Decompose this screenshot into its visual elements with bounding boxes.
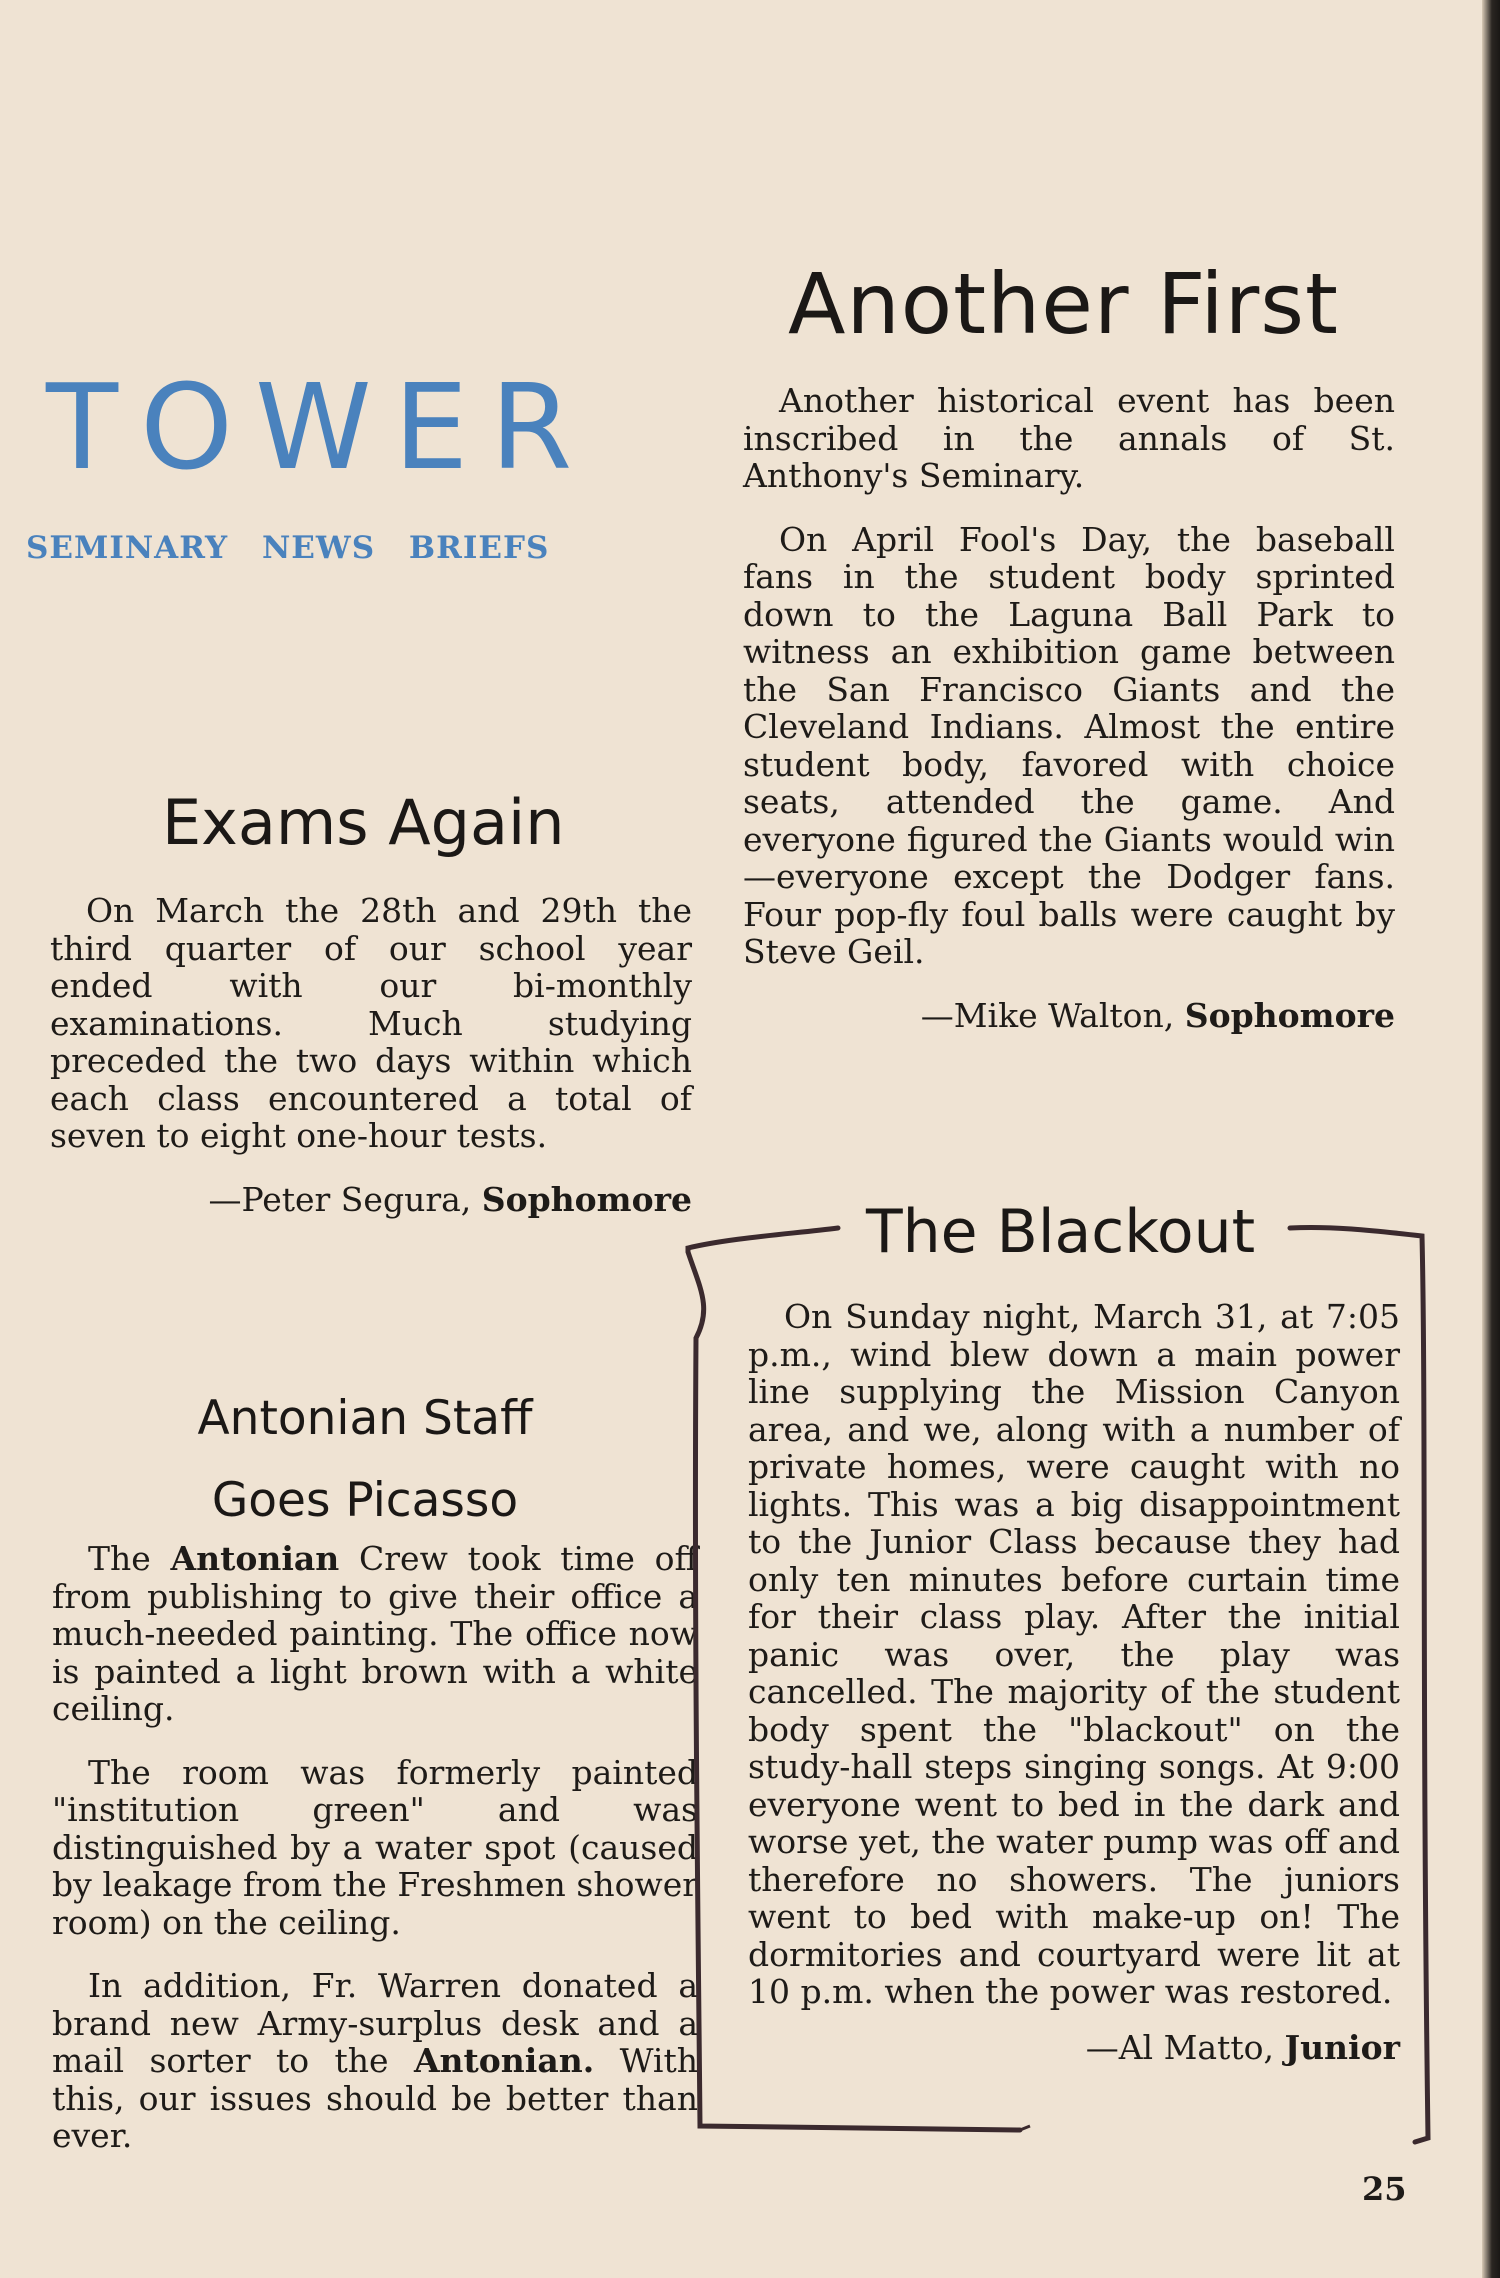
masthead-subtitle: SEMINARY NEWS BRIEFS: [26, 530, 550, 566]
article-paragraph: On Sunday night, March 31, at 7:05 p.m., wind blew down a main power line supplying the Mission Canyon area, and we, along with a number of private homes, were caught with no lights. This was a big disappointment to the Junior Class because they had only ten minutes before curtain time for their class play. After the initial panic was over, the play was cancelled. The majority of the student body spent the "blackout" on the study-hall steps singing songs. At 9:00 everyone went to bed in the dark and worse yet, the water pump was off and therefore no showers. The juniors went to bed with make-up on! The dormitories and courtyard were lit at 10 p.m. when the power was restored.: [748, 1297, 1400, 2011]
article-paragraph: On March the 28th and 29th the third quarter of our school year ended with our bi-monthly examinations. Much studying preceded the two days within which each class encountered a total of seven to eight one-hour tests.: [50, 891, 692, 1155]
byline-name: —Mike Walton,: [920, 995, 1175, 1035]
article-paragraph: On April Fool's Day, the baseball fans in the student body sprinted down to the Laguna Ball Park to witness an exhibition game between the San Francisco Giants and the Cleveland Indians. Almost the entire student body, favored with choice seats, attended the game. And everyone figured the Giants would win—everyone except the Dodger fans. Four pop-fly foul balls were caught by Steve Geil.: [743, 519, 1395, 971]
headline-line: Goes Picasso: [211, 1473, 519, 1528]
byline: [50, 1181, 692, 1219]
headline-antonian-staff: [0, 1378, 730, 1542]
byline-class: Sophomore: [481, 1179, 692, 1219]
byline-class: Sophomore: [1184, 995, 1395, 1035]
byline-class: Junior: [1284, 2027, 1400, 2067]
article-the-blackout: [748, 1298, 1400, 2092]
publication-name: Antonian.: [413, 2041, 595, 2080]
article-exams-again: [50, 892, 692, 1244]
article-another-first: [743, 382, 1395, 1060]
article-paragraph: [52, 1967, 698, 2155]
text-run: Crew took time off from publishing to give their office a much-needed painting. The office now is painted a light brown with a white ceiling.: [52, 1539, 698, 1728]
byline-name: —Peter Segura,: [208, 1179, 472, 1219]
byline-name: —Al Matto,: [1085, 2027, 1274, 2067]
publication-name: Antonian: [170, 1539, 340, 1578]
headline-line: Antonian Staff: [197, 1391, 533, 1446]
text-run: The: [88, 1539, 151, 1578]
article-antonian-staff: [52, 1540, 698, 2181]
byline: [743, 997, 1395, 1035]
masthead-title: TOWER: [46, 358, 595, 496]
headline-the-blackout: The Blackout: [866, 1197, 1256, 1267]
headline-another-first: Another First: [788, 255, 1339, 353]
article-paragraph: The room was formerly painted "institution green" and was distinguished by a water spot (caused by leakage from the Freshmen shower room) on the ceiling.: [52, 1752, 698, 1942]
headline-exams-again: Exams Again: [162, 786, 565, 859]
article-paragraph: [52, 1540, 698, 1728]
text-run: In addition, Fr. Warren donated a brand new Army-surplus desk and a mail sorter to the: [52, 1966, 698, 2080]
page-binding-edge: [1482, 0, 1500, 2278]
page-number: 25: [1362, 2170, 1407, 2208]
byline: [748, 2029, 1400, 2067]
text-run: With this, our issues should be better than ever.: [52, 2041, 698, 2155]
article-paragraph: Another historical event has been inscribed in the annals of St. Anthony's Seminary.: [743, 381, 1395, 495]
